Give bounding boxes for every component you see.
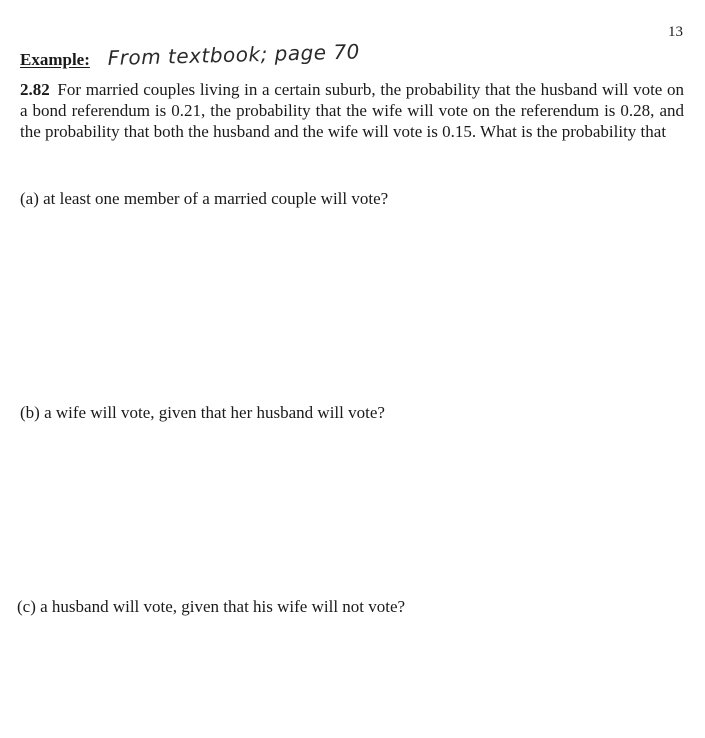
page-number: 13 [668,24,683,40]
problem-statement [20,79,684,142]
question-c: (c) a husband will vote, given that his wife will not vote? [17,597,406,616]
problem-number: 2.82 [20,80,50,99]
problem-body: For married couples living in a certain suburb, the probability that the husband will vote on a bond referendum is 0.21, the probability that the wife will vote on the referendum is 0.28, and the probability that both the husband and the wife will vote is 0.15. What is the probability that [20,80,684,141]
handwritten-note: From textbook; page 70 [107,39,361,70]
question-a: (a) at least one member of a married couple will vote? [20,189,389,208]
question-b: (b) a wife will vote, given that her husband will vote? [20,403,385,422]
example-label: Example: [20,50,90,69]
example-header [20,39,361,70]
